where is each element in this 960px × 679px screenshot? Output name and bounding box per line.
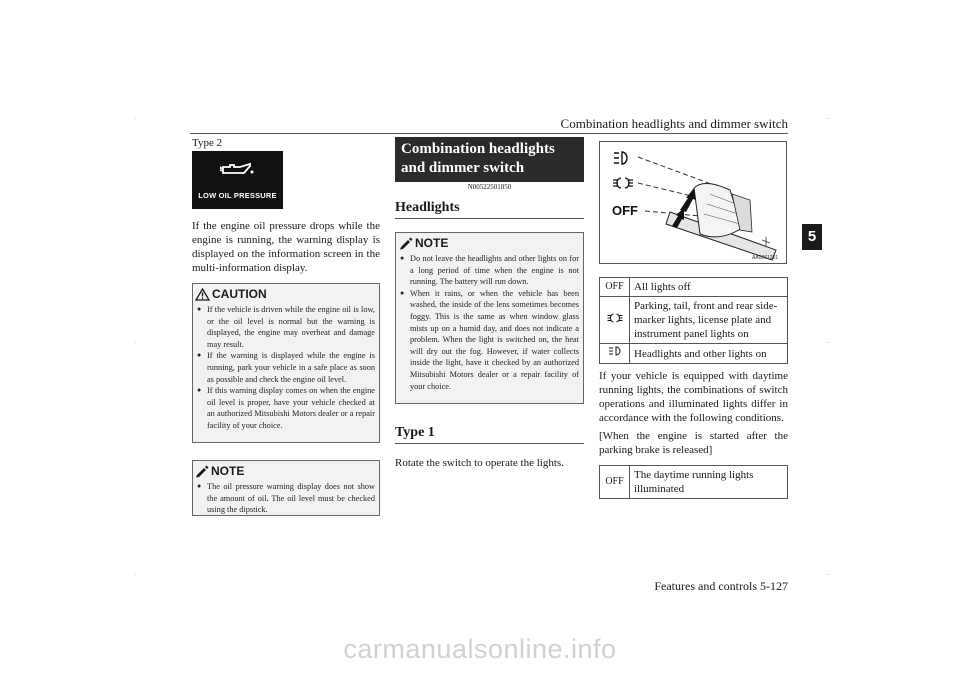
list-item: ● If this warning display comes on when the engine oil level is proper, have your vehicle checked at an authorized Mitsubishi Motors dealer or a repair facility of your choice. [197,385,375,431]
note-heading [193,461,379,481]
scan-mark [134,342,137,343]
light-positions-table [599,277,788,364]
caution-list [193,304,379,432]
table-row [600,278,788,297]
drl-paragraph: If your vehicle is equipped with daytime running lights, the combinations of switch operations and illuminated lights differ in accordance with the following conditions. [599,370,788,424]
table-row [600,344,788,364]
position-key: OFF [600,466,630,499]
warning-triangle-icon [195,288,210,301]
type1-heading: Type 1 [395,425,584,444]
headlights-note-box [395,232,584,404]
headlight-icon [614,152,627,164]
figure-code: AA0061221 [752,255,779,261]
position-desc: All lights off [630,278,788,297]
table-row [600,466,788,499]
header-rule [190,133,788,134]
scan-mark [134,574,137,575]
switch-diagram [600,142,786,263]
switch-illustration [599,141,787,264]
position-key: OFF [600,278,630,297]
note-list [396,253,583,392]
note-heading [396,233,583,253]
type-label: Type 2 [192,137,223,149]
position-key [600,297,630,344]
note-title: NOTE [415,236,449,250]
parking-lights-icon [607,313,623,323]
drl-table [599,465,788,499]
low-oil-pressure-display [192,151,283,209]
list-item: ● When it rains, or when the vehicle has been washed, the inside of the lens sometimes becomes foggy. This is the same as when window glass mists up on a humid day, and does not indicate a problem. When the light is switched on, the heat will dry out the fog. However, if water collects inside the light, have it checked by an authorized Mitsubishi Motors dealer or a repair facility of your choice. [400,288,579,392]
page-footer: Features and controls 5-127 [654,579,788,593]
condition-paragraph: [When the engine is started after the parking brake is released] [599,430,788,456]
intro-paragraph: If the engine oil pressure drops while the engine is running, the warning display is displayed on the information screen in the multi-information display. [192,220,380,274]
off-label: OFF [612,203,638,218]
note-icon [195,465,209,478]
watermark: carmanualsonline.info [343,634,617,664]
low-oil-pressure-text: LOW OIL PRESSURE [198,191,277,200]
parking-lights-icon [613,178,633,188]
list-item: ● If the warning is displayed while the engine is running, park your vehicle in a safe place as soon as possible and check the engine oil level. [197,350,375,385]
position-desc: Headlights and other lights on [630,344,788,364]
position-desc: The daytime running lights illuminated [630,466,788,499]
caution-heading [193,284,379,304]
table-row [600,297,788,344]
scan-mark [826,118,829,119]
position-desc: Parking, tail, front and rear side-marker lights, license plate and instrument panel lights on [630,297,788,344]
reference-code: N00522501850 [467,183,512,191]
caution-box [192,283,380,443]
note-icon [399,237,413,250]
scan-mark [134,118,137,119]
running-header: Combination headlights and dimmer switch [560,116,788,131]
scan-mark [826,342,829,343]
oil-can-icon [220,160,256,180]
note-list [193,481,379,516]
note-box [192,460,380,516]
position-key [600,344,630,364]
headlight-icon [608,346,622,356]
scan-mark [826,574,829,575]
note-title: NOTE [211,464,245,478]
chapter-tab: 5 [802,224,822,250]
list-item: ● If the vehicle is driven while the engine oil is low, or the oil level is normal but the warning is displayed, the engine may overheat and damage may result. [197,304,375,350]
caution-title: CAUTION [212,287,267,301]
headlights-heading: Headlights [395,200,584,219]
section-title: Combination headlights and dimmer switch [395,137,584,182]
list-item: ● Do not leave the headlights and other lights on for a long period of time when the engine is not running. The battery will run down. [400,253,579,288]
list-item: ● The oil pressure warning display does not show the amount of oil. The oil level must be checked using the dipstick. [197,481,375,516]
instruction-text: Rotate the switch to operate the lights. [395,457,564,469]
